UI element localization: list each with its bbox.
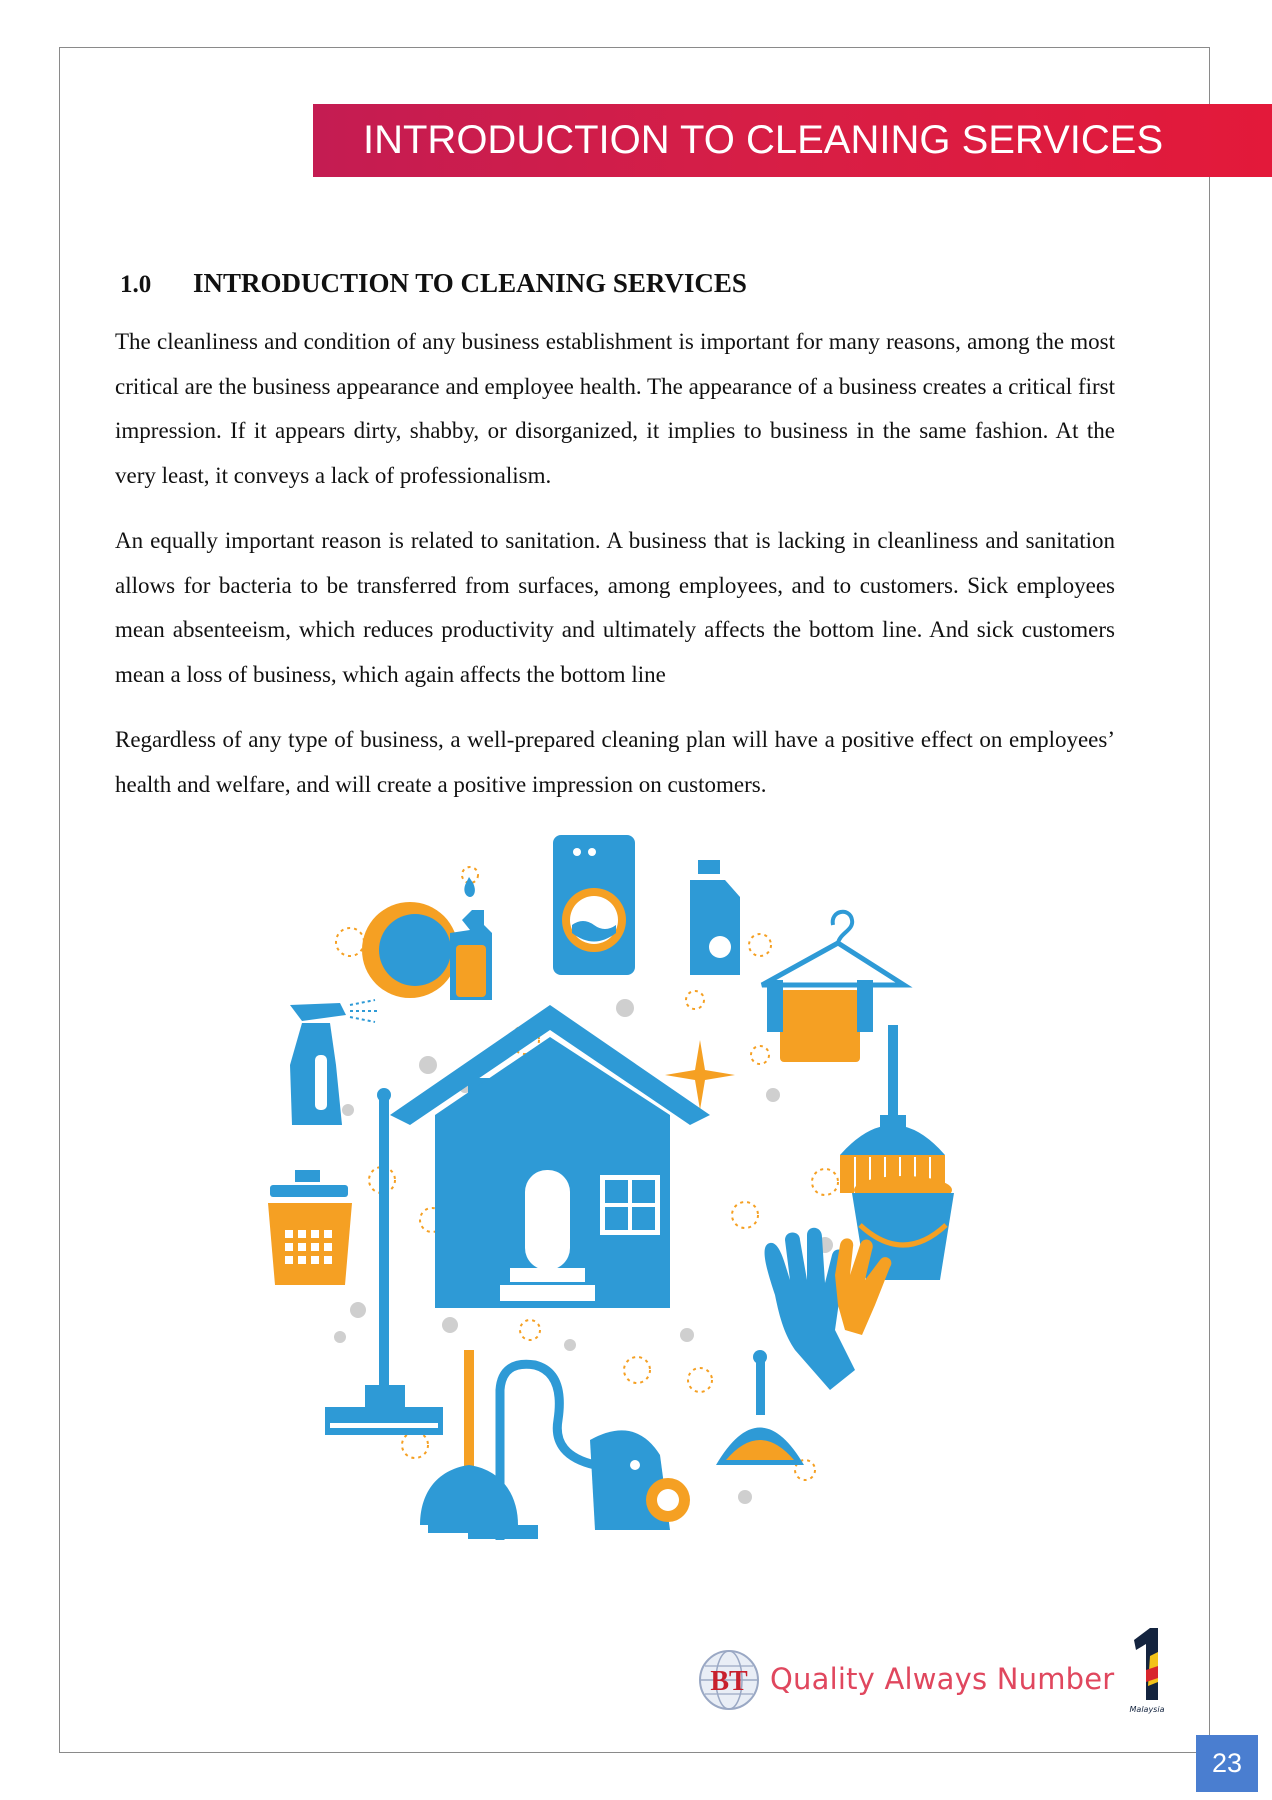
spray-bottle-icon	[290, 1000, 378, 1125]
footer-logo	[697, 1626, 1172, 1716]
paragraph-2: An equally important reason is related to sanitation. A business that is lacking in cleanliness and sanitation allows for bacteria to be transferred from surfaces, among employees, and to customers. Sick employees mean absenteeism, which reduces productivity and ultimately affects the bottom line. And sick customers mean a loss of business, which again affects the bottom line	[115, 528, 1115, 687]
section-number: 1.0	[120, 271, 152, 298]
cleaning-illustration	[240, 825, 980, 1545]
washing-machine-icon	[553, 835, 635, 975]
paragraph-3: Regardless of any type of business, a well-prepared cleaning plan will have a positive effect on employees’ health and welfare, and will create a positive impression on customers.	[115, 727, 1115, 797]
detergent-bottle-icon	[690, 860, 740, 975]
hanger-towel-icon	[762, 912, 904, 1062]
house-icon	[390, 1005, 710, 1308]
section-heading	[120, 268, 747, 299]
number-one-badge	[1124, 1626, 1170, 1716]
chapter-banner: INTRODUCTION TO CLEANING SERVICES	[313, 104, 1272, 177]
page-number: 23	[1196, 1735, 1258, 1792]
paragraph-1: The cleanliness and condition of any business establishment is important for many reasons, among the most critical are the business appearance and employee health. The appearance of a business creates a critical first impression. If it appears dirty, shabby, or disorganized, it implies to business in the same fashion. At the very least, it conveys a lack of professionalism.	[115, 329, 1115, 488]
footer-tagline: Quality Always Number	[770, 1662, 1115, 1696]
logo-letters: BT	[710, 1666, 748, 1697]
dustpan-icon	[716, 1350, 804, 1465]
badge-caption: Malaysia	[1129, 1705, 1165, 1714]
dish-soap-icon	[362, 877, 492, 1000]
company-logo-globe	[697, 1648, 761, 1712]
vacuum-cleaner-icon	[468, 1364, 690, 1540]
laundry-basket-icon	[268, 1170, 352, 1285]
section-title: INTRODUCTION TO CLEANING SERVICES	[193, 268, 747, 298]
